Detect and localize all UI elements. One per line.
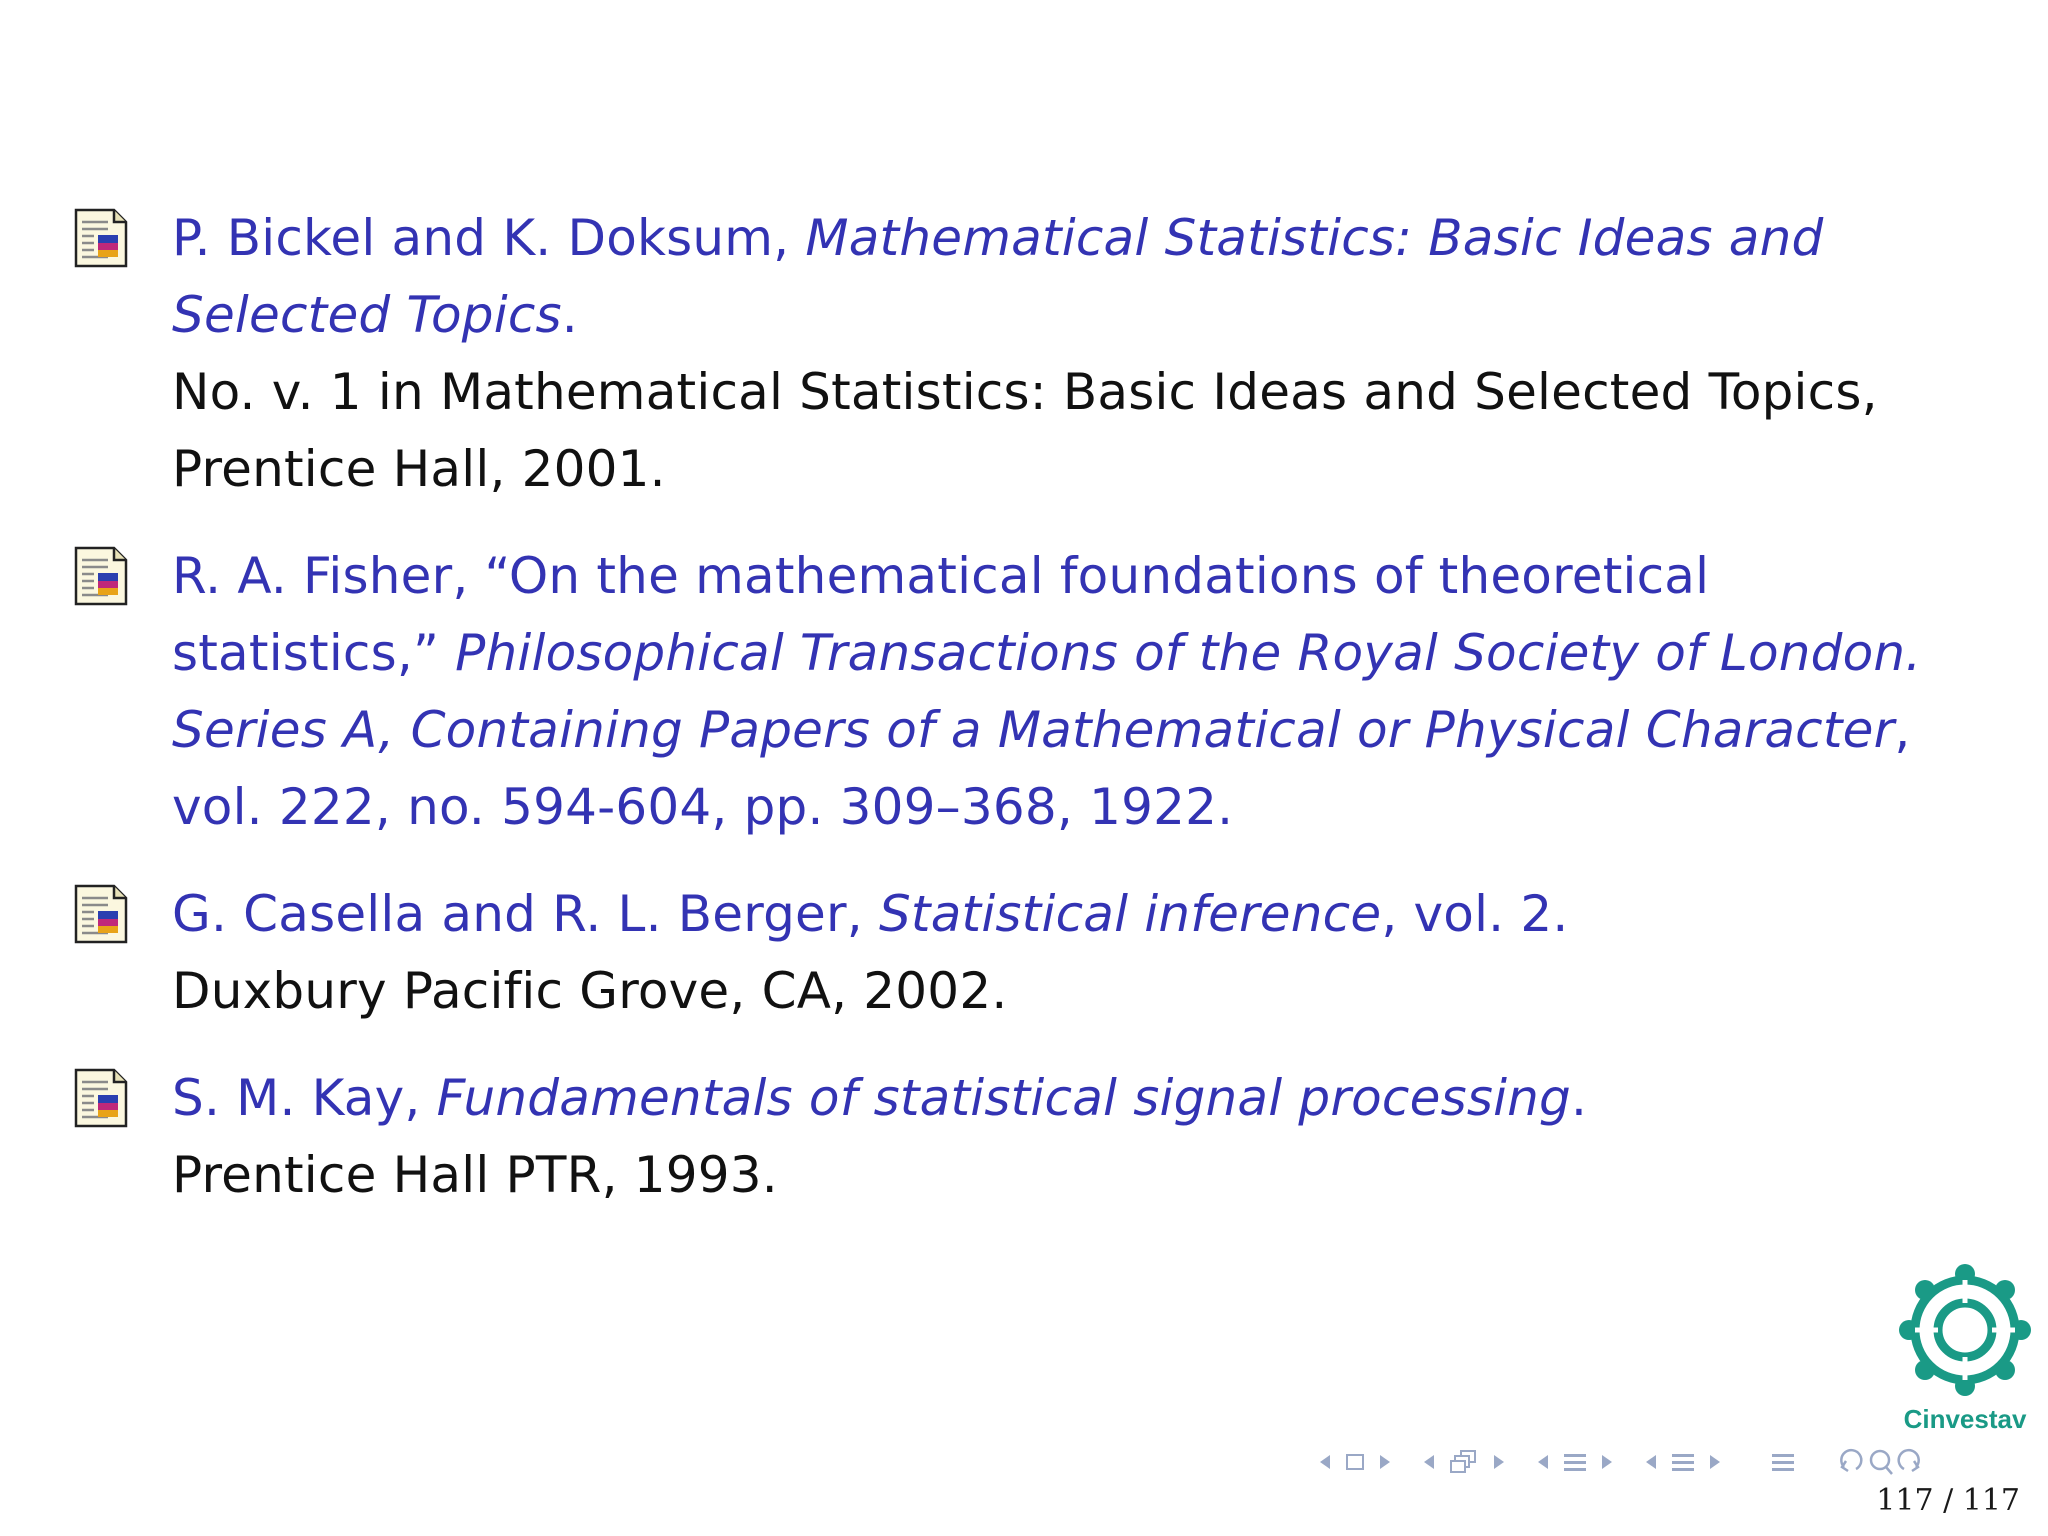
reference-text: No. v. 1 in Mathematical Statistics: Basic Ideas and Selected Topics,: [172, 363, 1878, 421]
reference-line: [172, 354, 2008, 431]
reference-title-text[interactable]: Mathematical Statistics: Basic Ideas and: [805, 209, 1824, 267]
reference-text[interactable]: R. A. Fisher, “On the mathematical foundations of theoretical: [172, 547, 1710, 605]
reference-title-text[interactable]: Selected Topics: [172, 286, 562, 344]
reference-line: [172, 769, 2008, 846]
reference-text[interactable]: , vol. 2.: [1381, 885, 1569, 943]
reference-text[interactable]: P. Bickel and K. Doksum,: [172, 209, 806, 267]
beamer-navigation-bar: [1320, 1442, 1926, 1482]
reference-line: [172, 431, 2008, 508]
reference-title-text[interactable]: Series A, Containing Papers of a Mathematical or Physical Character: [172, 701, 1895, 759]
reference-text[interactable]: statistics,”: [172, 624, 456, 682]
reference-item: [0, 200, 2048, 508]
logo-text: Cinvestav: [1903, 1404, 2027, 1434]
reference-line: [172, 615, 2008, 692]
reference-text[interactable]: ,: [1894, 701, 1911, 759]
reference-text: Duxbury Pacific Grove, CA, 2002.: [172, 962, 1008, 1020]
reference-line: [172, 1137, 2008, 1214]
nav-align-icon[interactable]: [1772, 1454, 1794, 1471]
page-number: 117 / 117: [1876, 1483, 2020, 1518]
reference-line: [172, 277, 2008, 354]
reference-line: [172, 876, 2008, 953]
nav-section-icon[interactable]: [1646, 1454, 1720, 1471]
nav-slide-icon[interactable]: [1320, 1454, 1390, 1470]
reference-item: [0, 1060, 2048, 1214]
reference-line: [172, 692, 2008, 769]
reference-list: [0, 200, 2048, 1244]
reference-line: [172, 538, 2008, 615]
reference-text: Prentice Hall PTR, 1993.: [172, 1146, 778, 1204]
reference-title-text[interactable]: Statistical inference: [878, 885, 1382, 943]
reference-title-text[interactable]: Fundamentals of statistical signal processing: [436, 1069, 1571, 1127]
nav-subsection-icon[interactable]: [1538, 1454, 1612, 1471]
reference-title-text[interactable]: Philosophical Transactions of the Royal Society of London.: [455, 624, 1922, 682]
reference-item: [0, 876, 2048, 1030]
reference-line: [172, 200, 2008, 277]
cinvestav-logo-emblem: [1890, 1258, 2040, 1438]
reference-text[interactable]: .: [1571, 1069, 1588, 1127]
reference-line: [172, 953, 2008, 1030]
nav-frame-icon[interactable]: [1424, 1450, 1504, 1474]
reference-text[interactable]: S. M. Kay,: [172, 1069, 437, 1127]
document-icon[interactable]: [74, 208, 128, 268]
document-icon[interactable]: [74, 546, 128, 606]
reference-line: [172, 1060, 2008, 1137]
reference-text[interactable]: G. Casella and R. L. Berger,: [172, 885, 879, 943]
document-icon[interactable]: [74, 884, 128, 944]
reference-item: [0, 538, 2048, 846]
nav-search-icon[interactable]: [1834, 1447, 1926, 1477]
reference-text: Prentice Hall, 2001.: [172, 440, 666, 498]
document-icon[interactable]: [74, 1068, 128, 1128]
reference-text[interactable]: .: [561, 286, 578, 344]
cinvestav-logo: [1890, 1258, 2040, 1438]
reference-text[interactable]: vol. 222, no. 594-604, pp. 309–368, 1922.: [172, 778, 1234, 836]
